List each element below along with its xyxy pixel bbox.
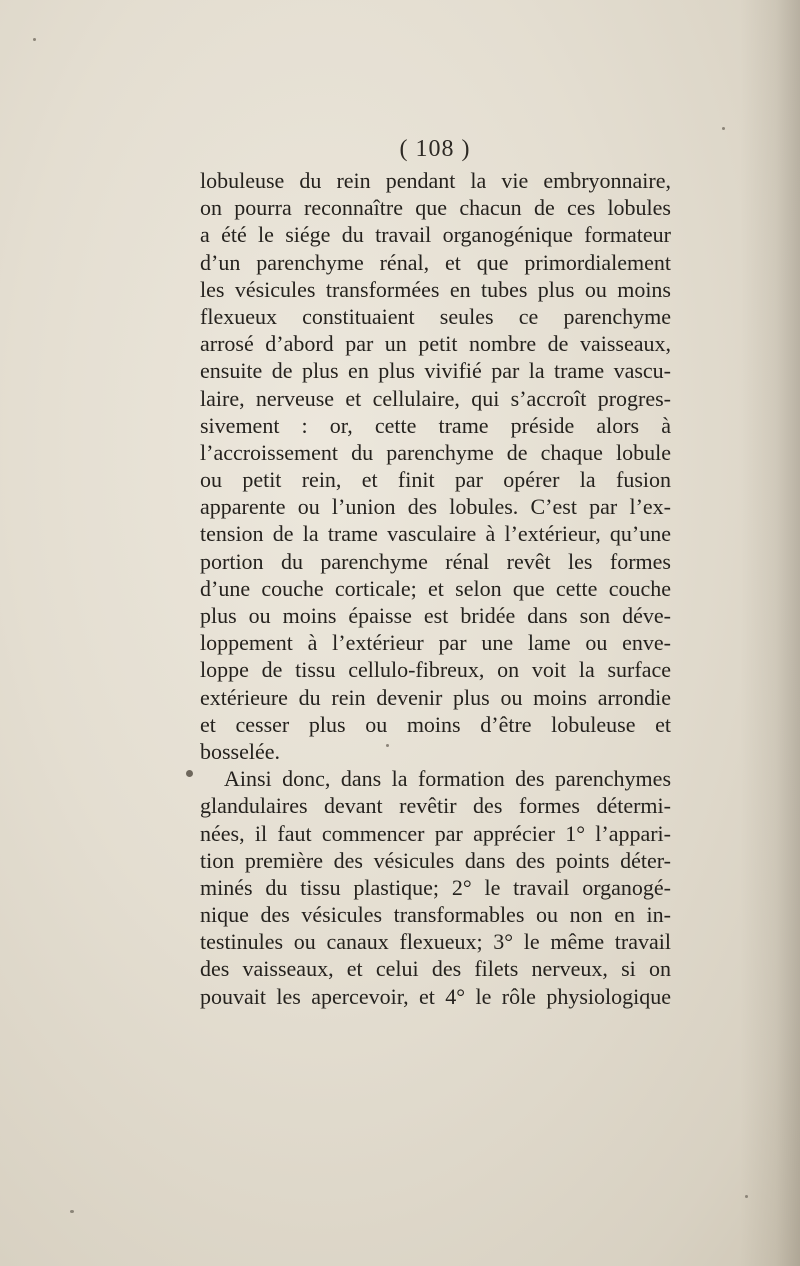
text-line: flexueux constituaient seules ce parenchyme [200, 303, 671, 329]
text-line: ensuite de plus en plus vivifié par la trame vascu- [200, 358, 671, 384]
text-line: testinules ou canaux flexueux; 3° le même travail [200, 929, 671, 955]
text-line: lobuleuse du rein pendant la vie embryonnaire, [200, 168, 671, 193]
text-line: extérieure du rein devenir plus ou moins arrondie [200, 684, 671, 710]
text-line: ou petit rein, et finit par opérer la fusion [200, 467, 671, 493]
paper-speck [70, 1210, 74, 1213]
text-line: pouvait les apercevoir, et 4° le rôle physiologique [200, 983, 671, 1009]
text-line: laire, nerveuse et cellulaire, qui s’accroît progres- [200, 385, 671, 411]
text-line: d’un parenchyme rénal, et que primordialement [200, 249, 671, 275]
text-line: les vésicules transformées en tubes plus ou moins [200, 276, 671, 302]
text-line: arrosé d’abord par un petit nombre de vaisseaux, [200, 331, 671, 357]
paper-speck [745, 1195, 748, 1198]
paper-speck [186, 770, 193, 777]
text-line: loppement à l’extérieur par une lame ou enve- [200, 630, 671, 656]
text-line: d’une couche corticale; et selon que cette couche [200, 575, 671, 601]
text-line: sivement : or, cette trame préside alors à [200, 412, 671, 438]
paragraph-start-line: Ainsi donc, dans la formation des parenchymes [224, 766, 671, 792]
page-edge-shadow [740, 0, 800, 1266]
paper-speck [33, 38, 36, 41]
text-line: des vaisseaux, et celui des filets nerveux, si on [200, 956, 671, 982]
text-line: et cesser plus ou moins d’être lobuleuse et [200, 711, 671, 737]
text-line: apparente ou l’union des lobules. C’est par l’ex- [200, 494, 671, 520]
text-line: portion du parenchyme rénal revêt les formes [200, 548, 671, 574]
paper-speck [722, 127, 725, 130]
text-line: nées, il faut commencer par apprécier 1° l’appari- [200, 820, 671, 846]
text-line: loppe de tissu cellulo-fibreux, on voit la surface [200, 657, 671, 683]
text-line: tion première des vésicules dans des points déter- [200, 847, 671, 873]
text-line: minés du tissu plastique; 2° le travail organogé- [200, 874, 671, 900]
text-line: tension de la trame vasculaire à l’extérieur, qu’une [200, 521, 671, 547]
text-line: plus ou moins épaisse est bridée dans son déve- [200, 603, 671, 628]
text-line: nique des vésicules transformables ou non en in- [200, 902, 671, 928]
body-text [200, 167, 671, 1010]
page-number: ( 108 ) [399, 136, 471, 162]
text-line: glandulaires devant revêtir des formes détermi- [200, 793, 671, 819]
text-line: l’accroissement du parenchyme de chaque lobule [200, 439, 671, 465]
paragraph-end-line: bosselée. [200, 738, 281, 764]
text-line: a été le siége du travail organogénique formateur [200, 222, 671, 248]
text-line: on pourra reconnaître que chacun de ces lobules [200, 195, 671, 221]
